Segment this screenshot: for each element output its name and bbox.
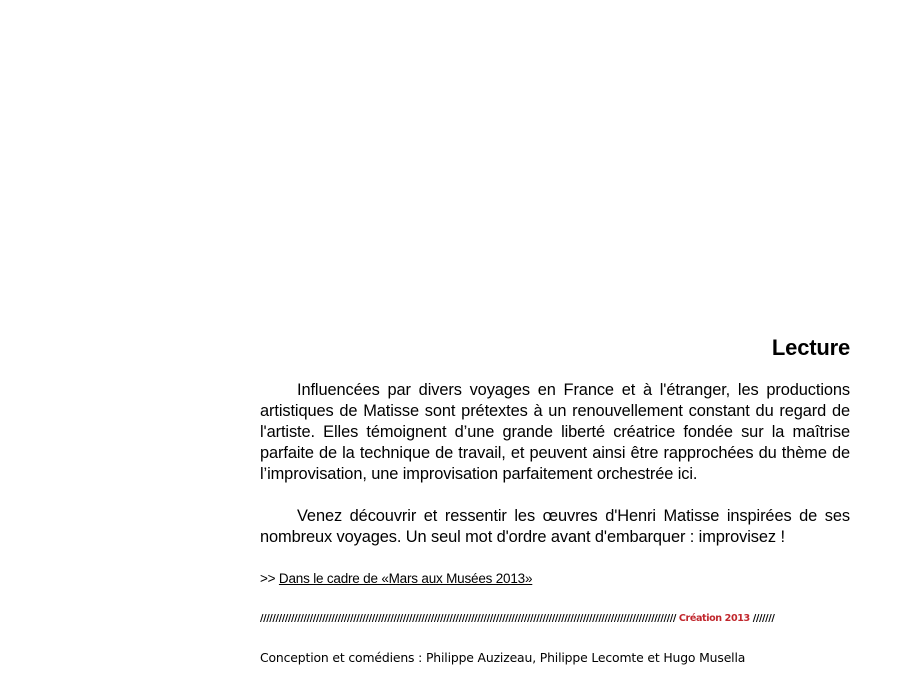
mars-aux-musees-link[interactable]: Dans le cadre de «Mars aux Musées 2013» [278,571,533,586]
footer-divider [260,612,850,626]
divider-slashes-left: ////////////////////////////////////////////////////////////////////////////////////////////////////////////////////////////////////// [260,613,676,624]
article-paragraph-2: Venez découvrir et ressentir les œuvres d'Henri Matisse inspirées de ses nombreux voyages. Un seul mot d'ordre avant d'embarquer : improvisez ! [260,507,850,546]
link-prefix: >> [260,571,279,586]
credits-text: Conception et comédiens : Philippe Auzizeau, Philippe Lecomte et Hugo Musella [260,650,746,665]
page-title: Lecture [771,335,850,360]
article-content [260,334,850,667]
article-paragraph-1: Influencées par divers voyages en France et à l'étranger, les productions artistiques de Matisse sont prétextes à un renouvellement constant du regard de l'artiste. Elles témoignent d’une grande liberté créatrice fondée sur la maîtrise parfaite de la technique de travail, et peuvent ainsi être rapprochées du thème de l’improvisation, une improvisation parfaitement orchestrée ici. [260,381,850,483]
divider-slashes-right: /////// [752,613,775,624]
context-link-line [260,570,850,588]
creation-label: Création 2013 [678,613,750,624]
